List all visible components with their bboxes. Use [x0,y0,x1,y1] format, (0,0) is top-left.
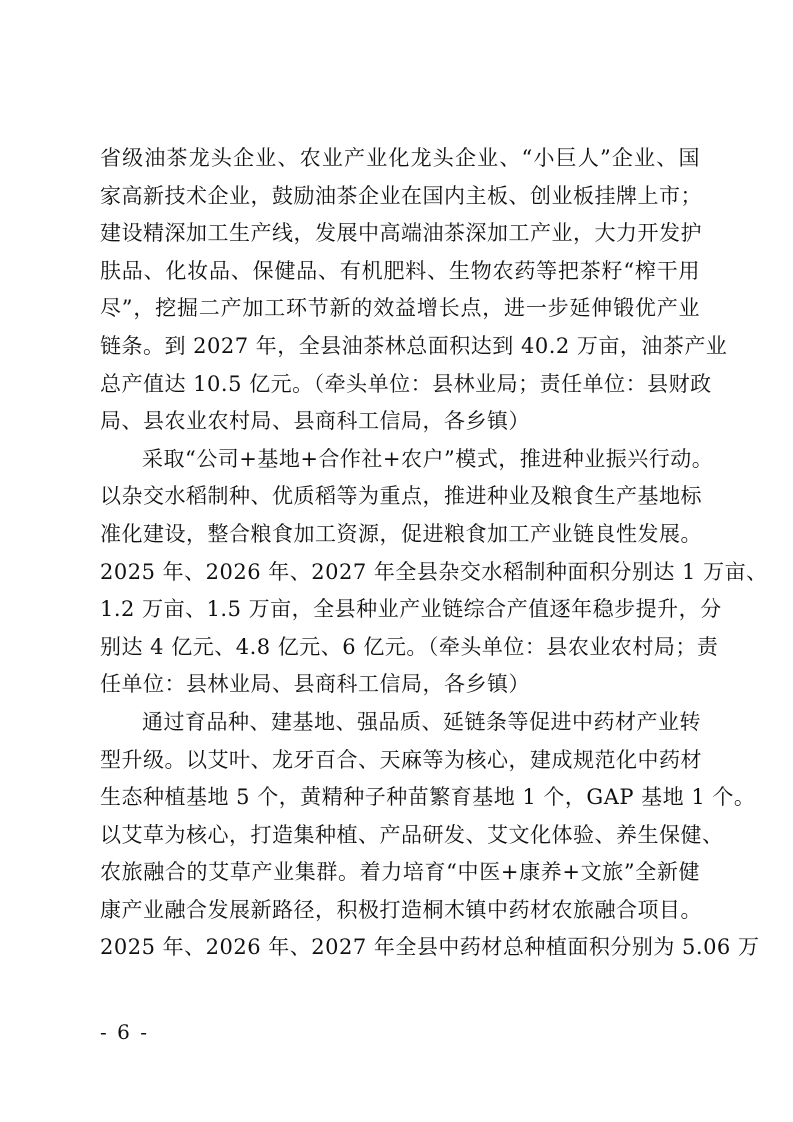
text-line: 康产业融合发展新路径，积极打造桐木镇中药材农旅融合项目。 [100,897,702,922]
text-line: 2025 年、2026 年、2027 年全县杂交水稻制种面积分别达 1 万亩、 [100,559,768,584]
text-line: 以艾草为核心，打造集种植、产品研发、艾文化体验、养生保健、 [100,822,724,847]
text-line: 家高新技术企业，鼓励油茶企业在国内主板、创业板挂牌上市； [100,183,702,208]
text-line: 准化建设，整合粮食加工资源，促进粮食加工产业链良性发展。 [100,521,702,546]
text-line: 局、县农业农村局、县商科工信局，各乡镇） [100,409,530,434]
text-line: 采取“公司+基地+合作社+农户”模式，推进种业振兴行动。 [142,446,714,471]
text-line: 以杂交水稻制种、优质稻等为重点，推进种业及粮食生产基地标 [100,484,702,509]
text-line: 别达 4 亿元、4.8 亿元、6 亿元。（牵头单位：县农业农村局；责 [100,634,719,659]
text-line: 2025 年、2026 年、2027 年全县中药材总种植面积分别为 5.06 万 [100,935,760,960]
text-line: 1.2 万亩、1.5 万亩，全县种业产业链综合产值逐年稳步提升，分 [100,597,722,622]
paragraph-oil-tea [100,140,728,441]
paragraph-herbal-medicine [100,704,760,967]
text-line: 总产值达 10.5 亿元。（牵头单位：县林业局；责任单位：县财政 [100,371,712,396]
text-line: 通过育品种、建基地、强品质、延链条等促进中药材产业转 [142,709,701,734]
page-number: - 6 - [100,1020,149,1044]
paragraph-seed-industry [100,441,768,704]
text-line: 省级油茶龙头企业、农业产业化龙头企业、“小巨人”企业、国 [100,146,700,170]
text-line: 任单位：县林业局、县商科工信局，各乡镇） [100,672,530,697]
text-line: 生态种植基地 5 个，黄精种子种苗繁育基地 1 个，GAP 基地 1 个。 [100,785,756,810]
text-line: 农旅融合的艾草产业集群。着力培育“中医+康养+文旅”全新健 [100,860,700,885]
body-text [100,140,768,967]
text-line: 肤品、化妆品、保健品、有机肥料、生物农药等把茶籽“榨干用 [100,258,700,283]
text-line: 链条。到 2027 年，全县油茶林总面积达到 40.2 万亩，油茶产业 [100,333,728,358]
text-line: 尽”，挖掘二产加工环节新的效益增长点，进一步延伸锻优产业 [100,296,700,321]
text-line: 型升级。以艾叶、龙牙百合、天麻等为核心，建成规范化中药材 [100,747,702,772]
text-line: 建设精深加工生产线，发展中高端油茶深加工产业，大力开发护 [100,221,702,246]
